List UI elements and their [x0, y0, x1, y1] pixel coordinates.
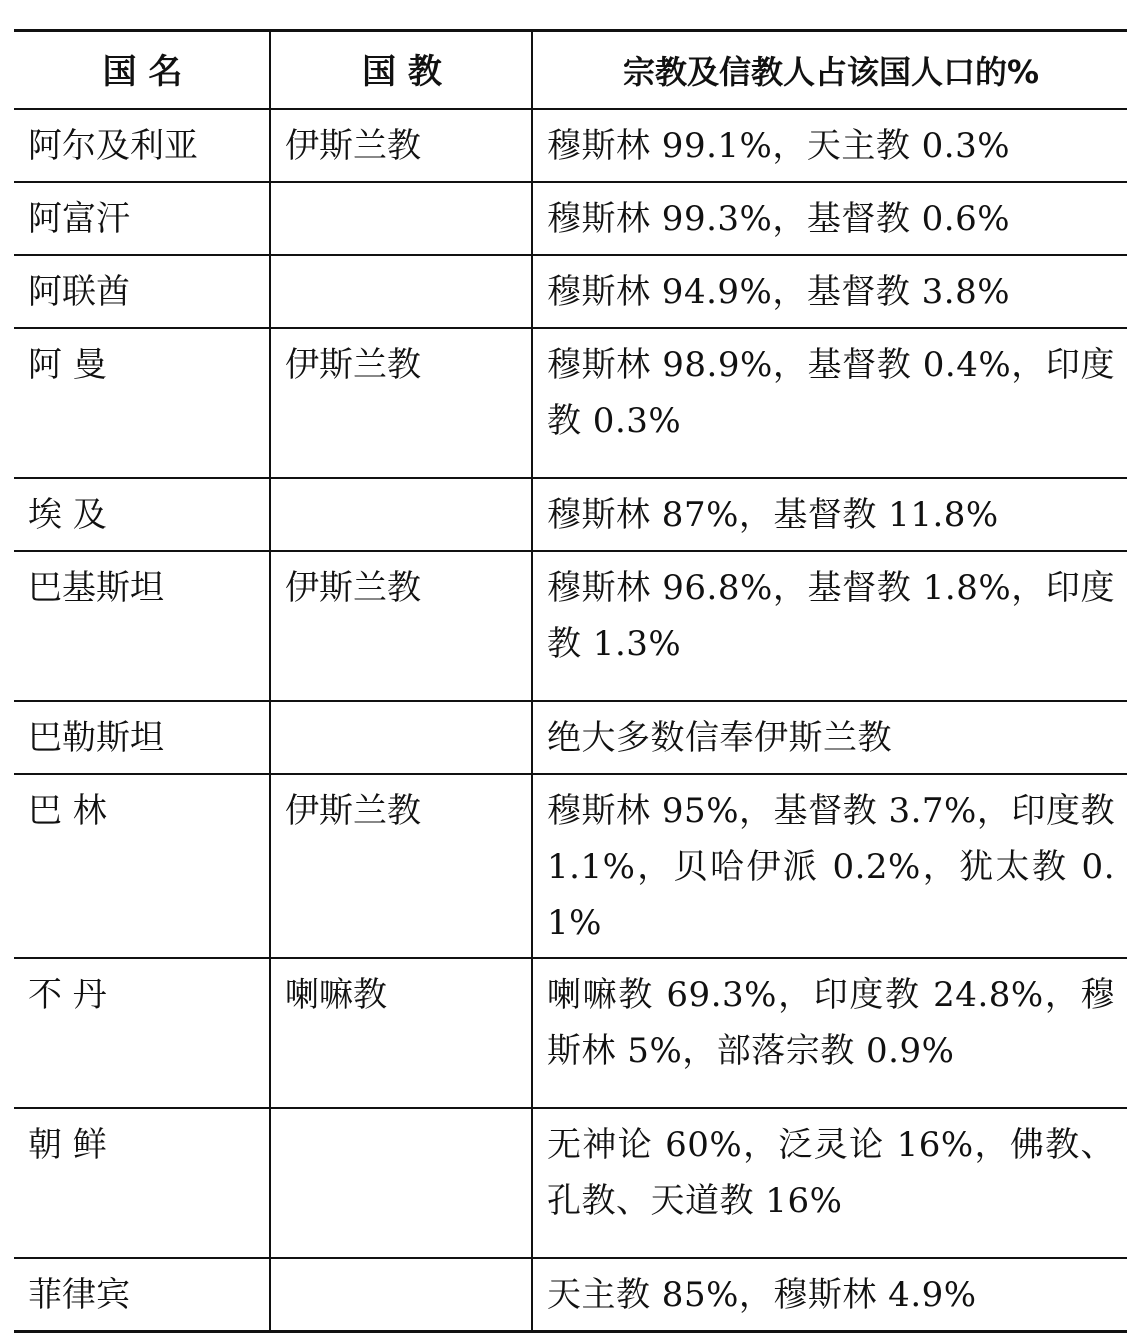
country-name-cell: 阿联酋	[14, 255, 270, 328]
table-row	[14, 1108, 1127, 1258]
state-religion-cell	[270, 1108, 532, 1258]
country-name-cell: 阿尔及利亚	[14, 109, 270, 182]
country-name-cell: 巴 林	[14, 774, 270, 958]
religion-percentage-cell: 无神论 60%，泛灵论 16%，佛教、孔教、天道教 16%	[532, 1108, 1127, 1258]
table-row	[14, 328, 1127, 478]
country-name-cell: 埃 及	[14, 478, 270, 551]
state-religion-cell: 伊斯兰教	[270, 774, 532, 958]
country-name-cell: 阿富汗	[14, 182, 270, 255]
table-row	[14, 109, 1127, 182]
state-religion-cell	[270, 255, 532, 328]
state-religion-cell	[270, 478, 532, 551]
religion-table	[14, 29, 1127, 1333]
religion-percentage-cell: 绝大多数信奉伊斯兰教	[532, 701, 1127, 774]
state-religion-cell: 喇嘛教	[270, 958, 532, 1108]
religion-percentage-cell: 喇嘛教 69.3%，印度教 24.8%，穆斯林 5%，部落宗教 0.9%	[532, 958, 1127, 1108]
country-name-cell: 菲律宾	[14, 1258, 270, 1331]
religion-percentage-cell: 穆斯林 96.8%，基督教 1.8%，印度教 1.3%	[532, 551, 1127, 701]
table-row	[14, 1258, 1127, 1331]
country-name-cell: 不 丹	[14, 958, 270, 1108]
header-country: 国 名	[14, 31, 270, 110]
religion-percentage-cell: 天主教 85%，穆斯林 4.9%	[532, 1258, 1127, 1331]
state-religion-cell	[270, 1258, 532, 1331]
table-row	[14, 774, 1127, 958]
country-name-cell: 巴基斯坦	[14, 551, 270, 701]
religion-percentage-cell: 穆斯林 94.9%，基督教 3.8%	[532, 255, 1127, 328]
country-name-cell: 朝 鲜	[14, 1108, 270, 1258]
country-name-cell: 巴勒斯坦	[14, 701, 270, 774]
header-religion-percentage: 宗教及信教人占该国人口的%	[532, 31, 1127, 110]
state-religion-cell: 伊斯兰教	[270, 328, 532, 478]
table-row	[14, 551, 1127, 701]
state-religion-cell: 伊斯兰教	[270, 109, 532, 182]
table-row	[14, 478, 1127, 551]
state-religion-cell	[270, 182, 532, 255]
table-row	[14, 701, 1127, 774]
header-state-religion: 国 教	[270, 31, 532, 110]
country-name-cell: 阿 曼	[14, 328, 270, 478]
table-row	[14, 255, 1127, 328]
state-religion-cell	[270, 701, 532, 774]
table-row	[14, 182, 1127, 255]
state-religion-cell: 伊斯兰教	[270, 551, 532, 701]
table-body	[14, 109, 1127, 1331]
religion-table-page	[14, 29, 1127, 1333]
religion-percentage-cell: 穆斯林 98.9%，基督教 0.4%，印度教 0.3%	[532, 328, 1127, 478]
religion-percentage-cell: 穆斯林 87%，基督教 11.8%	[532, 478, 1127, 551]
table-row	[14, 958, 1127, 1108]
table-header-row	[14, 31, 1127, 110]
religion-percentage-cell: 穆斯林 99.1%，天主教 0.3%	[532, 109, 1127, 182]
religion-percentage-cell: 穆斯林 99.3%，基督教 0.6%	[532, 182, 1127, 255]
religion-percentage-cell: 穆斯林 95%，基督教 3.7%，印度教 1.1%，贝哈伊派 0.2%，犹太教 0.1%	[532, 774, 1127, 958]
